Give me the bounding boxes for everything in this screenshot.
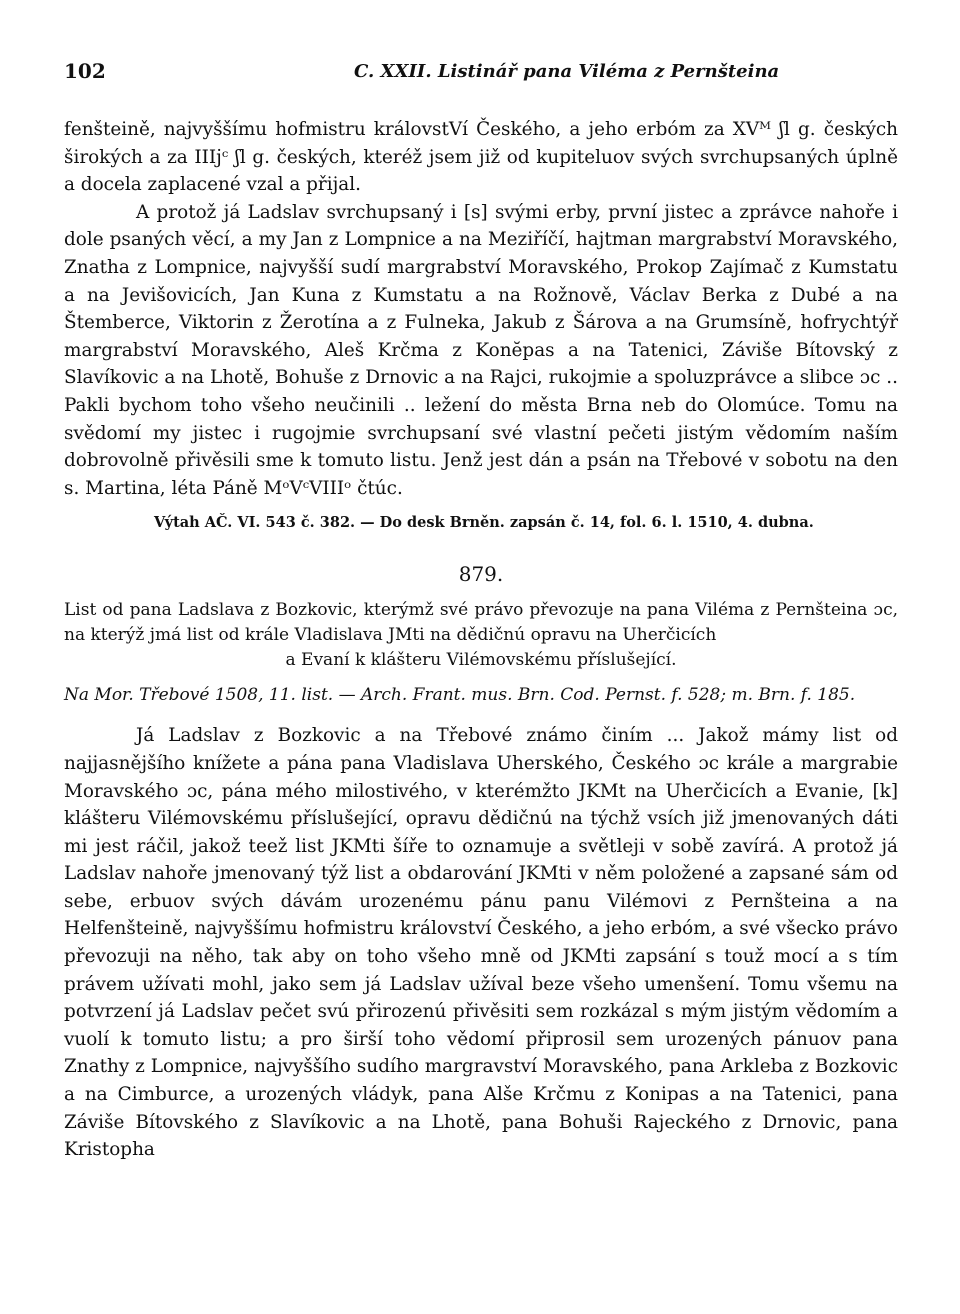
doc-878-paragraph: A protož já Ladslav svrchupsaný i [s] svými erby, první jistec a zprávce nahoře i dole psaných věcí, a my Jan z Lompnice a na Meziříčí, hajtman margrabství Moravského, Znatha z Lompnice, najvyšší sudí margrabství Moravského, Prokop Zajímač z Kumstatu a na Jevišovicích, Jan Kuna z Kumstatu a na Rožnově, Václav Berka z Dubé a na Štemberce, Viktorin z Žerotína a z Fulneka, Jakub z Šárova a na Grumsíně, hofrychtýř margrabství Moravského, Aleš Krčma z Konĕpas a na Tatenici, Záviše Bítovský z Slavíkovic a na Lhotě, Bohuše z Drnovic a na Rajci, rukojmie a spoluzprávce a slibce ɔc .. Pakli bychom toho všeho neučinili .. ležení do města Brna neb do Olomúce. Tomu na svědomí my jistec i rugojmie svrchupsaní své vlastní pečeti jistým vědomím naším dobrovolně přivěsili sme k tomuto listu. Jenž jest dán a psán na Třebové v sobotu na den s. Martina, léta Páně MᵒVᶜVIIIᵒ čtúc. [64,201,898,499]
doc-878-source-note: Výtah AČ. VI. 543 č. 382. — Do desk Brněn. zapsán č. 14, fol. 6. l. 1510, 4. dubna. [154,514,814,532]
doc-879-provenance: Na Mor. Třebové 1508, 11. list. — Arch. Frant. mus. Brn. Cod. Pernst. f. 528; m. Brn. f. 185. [64,685,856,706]
page-number: 102 [64,59,106,83]
page-header [64,48,898,83]
doc-879-text: Já Ladslav z Bozkovic a na Třebové známo činím ... Jakož mámy list od najjasnějšího knížete a pána pana Vladislava Uherského, Českého ɔc krále a margrabie Moravského ɔc, pána mého milostivého, v kterémžto JKMt na Uherčicích a Evanie, [k] klášteru Vilémovskému příslušející, opravu dědičnú na týchž vsích již jmenovaných dáti mi jest ráčil, jakož teež list JKMti šíře to oznamuje a světleji v sobě zavírá. A protož já Ladslav nahoře jmenovaný týž list a obdarování JKMti v něm položené a zapsané sám od sebe, erbuov svých dávám urozenému pánu panu Vilémovi z Pernšteina a na Helfenšteině, najvyššímu hofmistru království Českého, a jeho erbóm, a své všecko právo převozuji na něho, tak aby on toho všeho mně od JKMti zapsání s touž mocí a s tím právem užívati mohl, jako sem já Ladslav užíval beze všeho umenšení. Tomu všemu na potvrzení já Ladslav pečet svú přirozenú přivěsiti sem rozkázal s mým jistým vědomím a vuolí k tomuto listu; a pro širší toho vědomí připrosil sem urozených pánuov pana Znathy z Lompnice, najvyššího sudího margravství Moravského, pana Arkleba z Bozkovic a na Cimburce, a urozených vládyk, pana Alše Krčmu z Konipas a na Tatenici, pana Záviše Bítovského z Slavíkovic a na Lhotě, pana Bohuši Rajeckého z Drnovic, pana Kristopha [64,725,898,1161]
doc-879-regest: List od pana Ladslava z Bozkovic, kterýmž své právo převozuje na pana Viléma z Pernšteina ɔc, na kterýž jmá list od krále Vladislava JMti na dědičnú opravu na Uherčicích [64,600,898,646]
doc-879-number: 879. [458,562,504,587]
doc-879-regest-last-line: a Evaní k klášteru Vilémovskému příslušející. [285,650,677,671]
doc-879-body [64,722,898,1164]
doc-878-continuation: fenšteině, najvyššímu hofmistru královstVí Českého, a jeho erbóm za XVᴹ ʃl g. českých širokých a za IIIj̇ᶜ ʃl g. českých, kteréž jsem již od kupiteluov svých svrchupsaných úplně a docela zaplacené vzal a přijal. [64,119,898,196]
running-head: C. XXII. Listinář pana Viléma z Pernšteina [354,61,780,82]
